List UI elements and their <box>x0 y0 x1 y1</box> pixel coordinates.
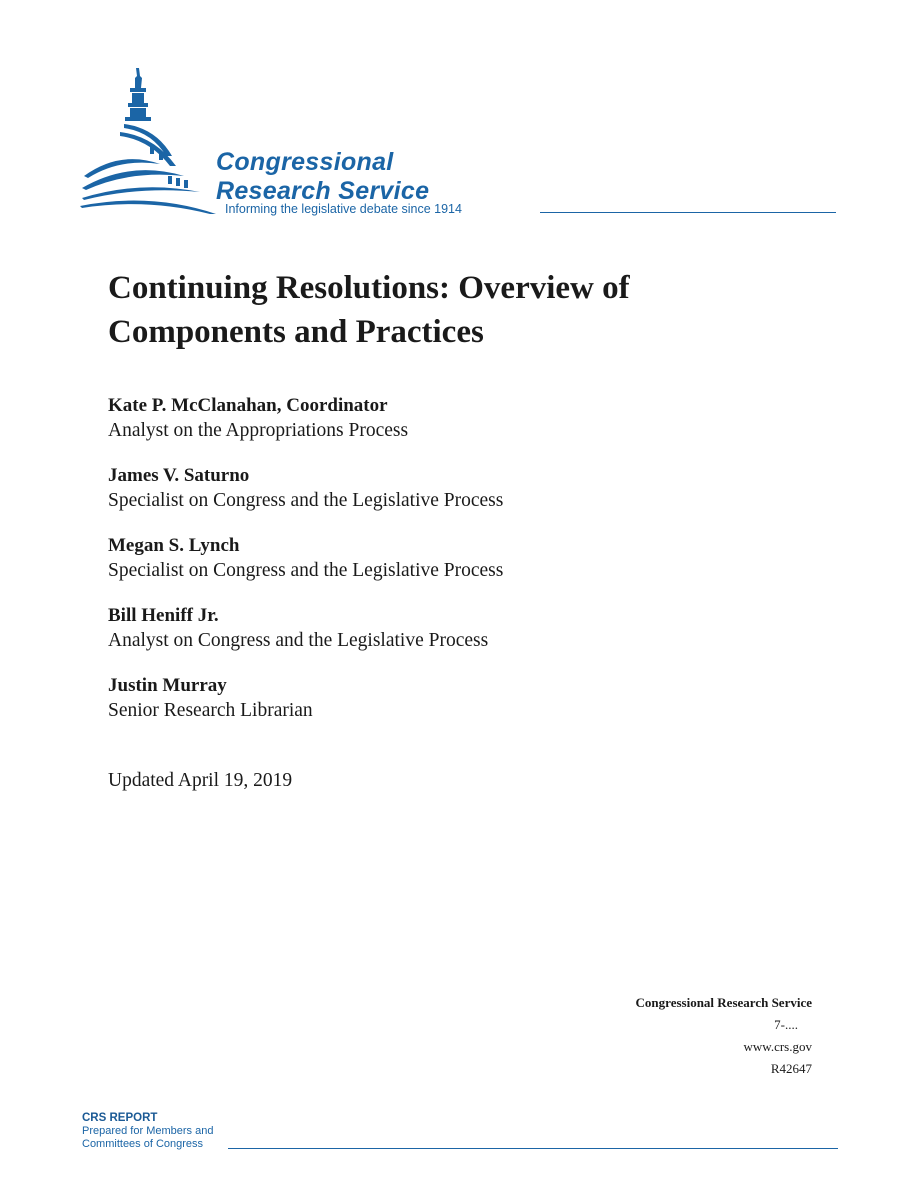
report-title-line2: Components and Practices <box>108 314 484 350</box>
author-name: Bill Heniff Jr. <box>108 605 219 626</box>
crs-website: www.crs.gov <box>743 1039 812 1054</box>
footer-line3: Committees of Congress <box>82 1138 204 1150</box>
capitol-dome-icon <box>80 66 220 216</box>
logo-divider <box>540 212 836 213</box>
report-title-line1: Continuing Resolutions: Overview of <box>108 270 630 306</box>
report-number: R42647 <box>770 1061 812 1076</box>
crs-code: 7-.... <box>774 1017 798 1032</box>
crs-info <box>636 992 812 1080</box>
crs-org-name: Congressional Research Service <box>635 995 812 1010</box>
crs-logo <box>80 66 840 226</box>
author-role: Analyst on Congress and the Legislative Process <box>108 630 489 651</box>
author-entry <box>108 603 808 654</box>
author-entry <box>108 393 808 444</box>
author-name: James V. Saturno <box>108 465 250 486</box>
author-role: Analyst on the Appropriations Process <box>108 420 409 441</box>
report-title <box>108 266 808 354</box>
updated-date: Updated April 19, 2019 <box>108 770 293 791</box>
report-footer <box>82 1112 838 1157</box>
logo-wordmark <box>216 148 429 206</box>
logo-tagline: Informing the legislative debate since 1914 <box>225 202 462 216</box>
author-role: Specialist on Congress and the Legislative Process <box>108 560 504 581</box>
footer-divider <box>228 1148 838 1149</box>
logo-name-line1: Congressional <box>216 148 394 176</box>
author-entry <box>108 463 808 514</box>
author-name: Kate P. McClanahan, Coordinator <box>108 395 388 416</box>
author-entry <box>108 673 808 724</box>
author-name: Justin Murray <box>108 675 227 696</box>
footer-label <box>82 1112 838 1151</box>
logo-name-line2: Research Service <box>216 177 430 205</box>
author-role: Specialist on Congress and the Legislative Process <box>108 490 504 511</box>
author-role: Senior Research Librarian <box>108 700 313 721</box>
author-name: Megan S. Lynch <box>108 535 240 556</box>
footer-report-label: CRS REPORT <box>82 1112 158 1124</box>
footer-line2: Prepared for Members and <box>82 1125 214 1137</box>
author-entry <box>108 533 808 584</box>
author-list <box>108 393 808 743</box>
